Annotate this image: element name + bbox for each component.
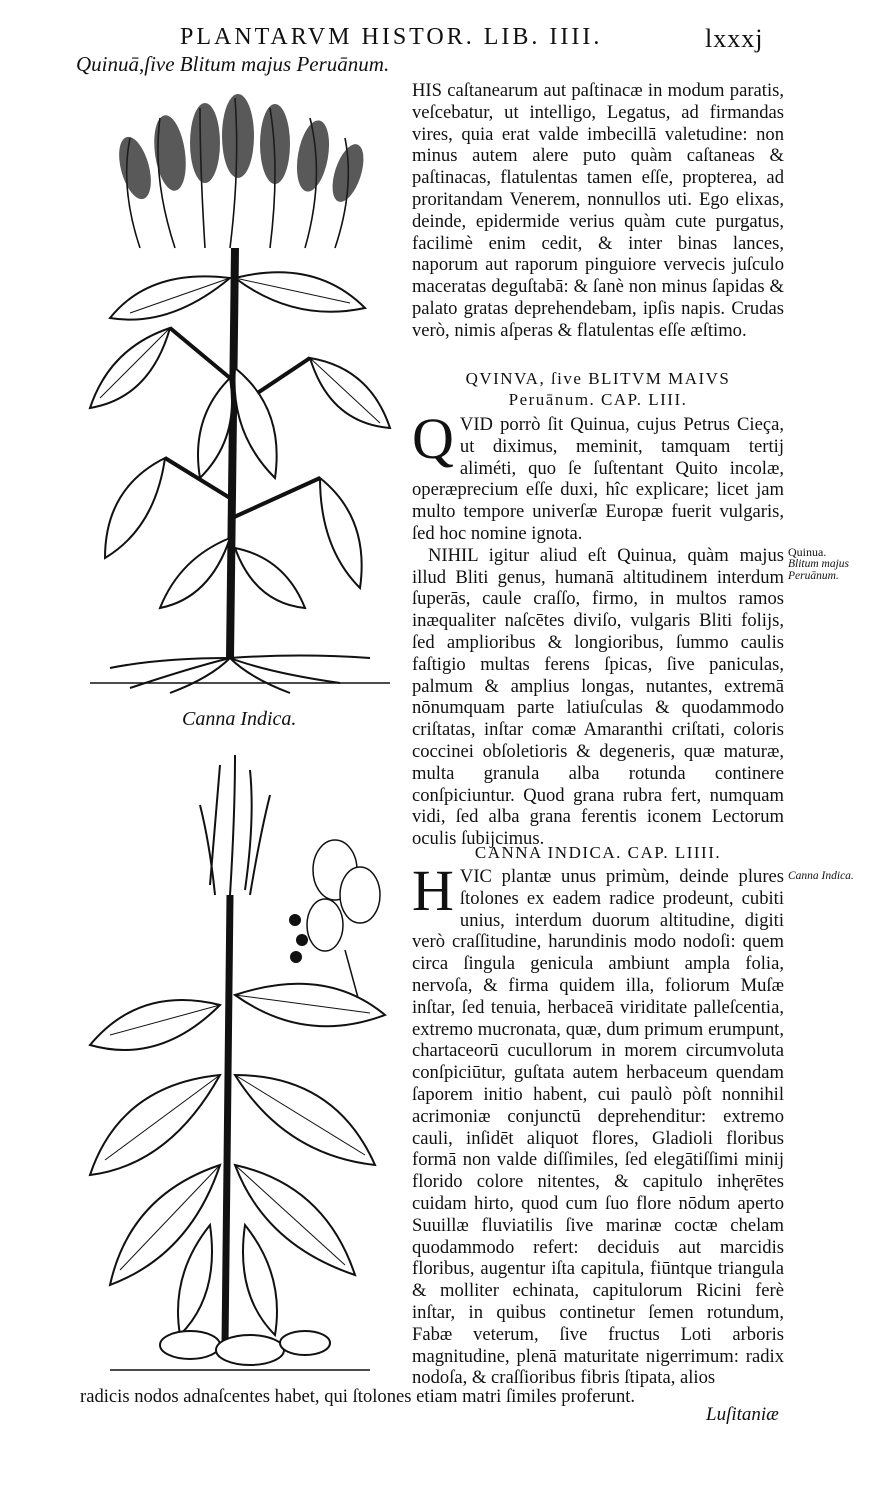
ch54-paragraph-1: VIC plantæ unus primùm, deinde plures ſtolones ex eadem radice prodeunt, cubiti unius, interdum duorum altitudine, digiti verò craſſitudine, harundinis modo nodoſi: quem circa ſingula genicula ambiunt ampla folia, nervoſa, & firma quidem illa, foliorum Muſæ inſtar, ſed tenuia, herbaceā viriditate palleſcentia, extremo mucronata, quæ, dum primum erumpunt, chartaceorū cucullorum in morem circumvoluta conſpiciūtur, guſtata autem herbaceum quendam ſaporem initio habent, cui paulò pòſt nonnihil acrimoniæ conjunctū deprehenditur: extremo cauli, inſidēt aliquot flores, Gladioli floribus formā non valde diſſimiles, ſed elegātiſſimi minij florido colore nitentes, & capitulo inhęrētes cuidam hirto, quod cum ſuo flore nōdum aperto Suuillæ fluviatilis ſive marinæ coctæ chelam quodammodo refert: deciduis aut marcidis floribus, augentur iſta capitula, fiūntque triangula & molliter echinata, capitulorum Ricini ferè inſtar, in quibus continetur ſemen rotundum, Fabæ veterum, ſive fructus Loti arboris magnitudine, plenā maturitate nigerrimum: radix nodoſa, & craſſioribus fibris ſtipata, alios bbox=[412, 866, 784, 1389]
margin-note-canna: Canna Indica. bbox=[788, 870, 854, 882]
para-castanearum: HIS caſtanearum aut paſtinacæ in modum paratis, veſcebatur, ut intelligo, Legatus, ad firmandas vires, quia erat valde imbecillā valetudine: non minus autem alere puto quàm caſtaneas & paſtinacas, flatulentas tamen eſſe, propterea, ad proritandam Venerem, nonnullos uti. Ego elixas, deinde, epidermide verius quàm cute purgatus, facilimè enim cedit, & inter binas lances, naporum aut raporum pinguiore vervecis juſculo maceratas deguſtabā: & ſanè non minus ſapidas & palato gratas deprehendebam, ipſis napis. Crudas verò, nimis aſperas & flatulentas eſſe æſtimo. bbox=[412, 80, 784, 341]
margin-note-quinua bbox=[788, 546, 858, 582]
catchword: Luſitaniæ bbox=[706, 1404, 779, 1425]
chapter-53-title-line1: QVINVA, ſive BLITVM MAIVS bbox=[465, 369, 731, 388]
ch53-paragraph-2: NIHIL igitur aliud eſt Quinua, quàm majus illud Bliti genus, humanā altitudinem interdum ſuperās, caule craſſo, firmo, in multos ramos inæqualiter naſcētes diviſo, vulgaris Bliti folijs, ſed amplioribus & longioribus, ſummo caulis faſtigio multas ferens ſpicas, ſive paniculas, palmum & amplius longas, nutantes, extremā nōnumquam parte latiuſculas & quodammodo criſtatas, inſtar comæ Amaranthi criſtati, coloris coccinei obſoletioris & degeneris, quæ maturæ, multa granula alba rotunda continere conſpiciuntur. Quod grana rubra fert, numquam vidi, ſed alba grana ferentis iconem Lectorum oculis ſubijcimus. bbox=[412, 544, 784, 850]
bottom-line: radicis nodos adnaſcentes habet, qui ſtolones etiam matri ſimiles proferunt. bbox=[80, 1386, 636, 1407]
ch53-paragraph-1: VID porrò ſit Quinua, cujus Petrus Cieça, ut diximus, meminit, tamquam tertij aliméti, quo ſe ſuſtentant Quito incolæ, operæprecium eſſe duxi, hîc explicare; licet jam multo tempore univerſæ Europæ fuerit vulgaris, ſed hoc nomine ignota. bbox=[412, 414, 784, 544]
chapter-53-body bbox=[412, 406, 784, 850]
dropcap-q: Q bbox=[412, 406, 454, 471]
canna-figure-label: Canna Indica. bbox=[182, 708, 297, 730]
chapter-53-title-line2: Peruānum. CAP. LIII. bbox=[508, 390, 688, 409]
margin-note-quinua-text: Blitum majus Peruānum. bbox=[788, 558, 850, 582]
chapter-54-heading: CANNA INDICA. CAP. LIIII. bbox=[474, 843, 722, 862]
chapter-53-heading bbox=[412, 368, 784, 410]
dropcap-h: H bbox=[412, 858, 454, 923]
quinua-figure-title: Quinuā,ſive Blitum majus Peruānum. bbox=[76, 52, 390, 76]
quinua-plant-illustration bbox=[70, 78, 405, 698]
margin-note-quinua-title: Quinua. bbox=[788, 545, 827, 559]
chapter-54-body bbox=[412, 858, 784, 1389]
paragraph-previous-chapter bbox=[412, 80, 784, 342]
folio-number: lxxxj bbox=[705, 24, 764, 53]
canna-plant-illustration bbox=[70, 745, 405, 1385]
running-head: PLANTARVM HISTOR. LIB. IIII. bbox=[180, 24, 603, 50]
